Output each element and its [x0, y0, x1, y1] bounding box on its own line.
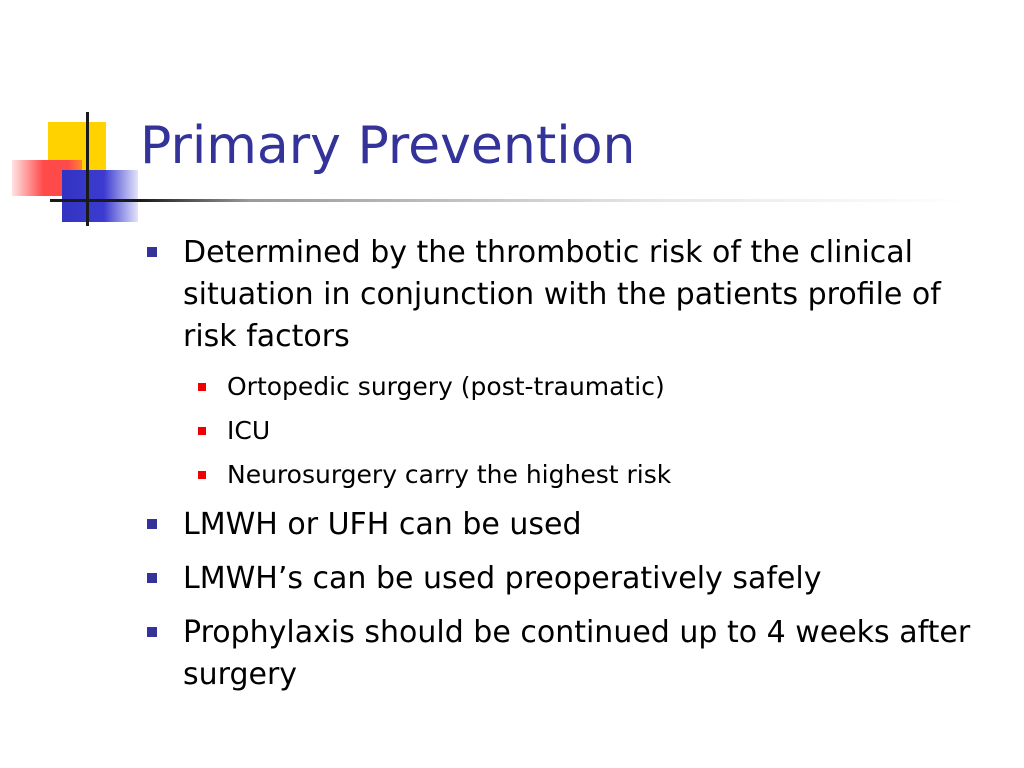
square-bullet-icon: [147, 627, 157, 637]
slide-title: Primary Prevention: [140, 116, 636, 176]
bullet-text: LMWH’s can be used preoperatively safely: [183, 561, 822, 596]
square-bullet-icon: [147, 519, 157, 529]
square-bullet-icon: [147, 573, 157, 583]
sub-bullet-text: Neurosurgery carry the highest risk: [227, 460, 672, 489]
sub-bullet-item: [227, 457, 987, 493]
bullet-item: [183, 612, 983, 696]
square-bullet-icon: [198, 383, 206, 391]
sub-bullet-text: ICU: [227, 416, 271, 445]
square-bullet-icon: [198, 471, 206, 479]
bullet-item: [183, 558, 983, 600]
bullet-text: Prophylaxis should be continued up to 4 weeks after surgery: [183, 615, 971, 692]
sub-bullet-item: [227, 369, 987, 405]
sub-bullet-item: [227, 413, 987, 449]
bullet-item: [183, 504, 983, 546]
bullet-text: LMWH or UFH can be used: [183, 507, 582, 542]
square-bullet-icon: [198, 427, 206, 435]
sub-bullet-text: Ortopedic surgery (post-traumatic): [227, 372, 665, 401]
bullet-item: [183, 232, 983, 358]
bullet-text: Determined by the thrombotic risk of the clinical situation in conjunction with the patients profile of risk factors: [183, 235, 941, 354]
square-bullet-icon: [147, 247, 157, 257]
